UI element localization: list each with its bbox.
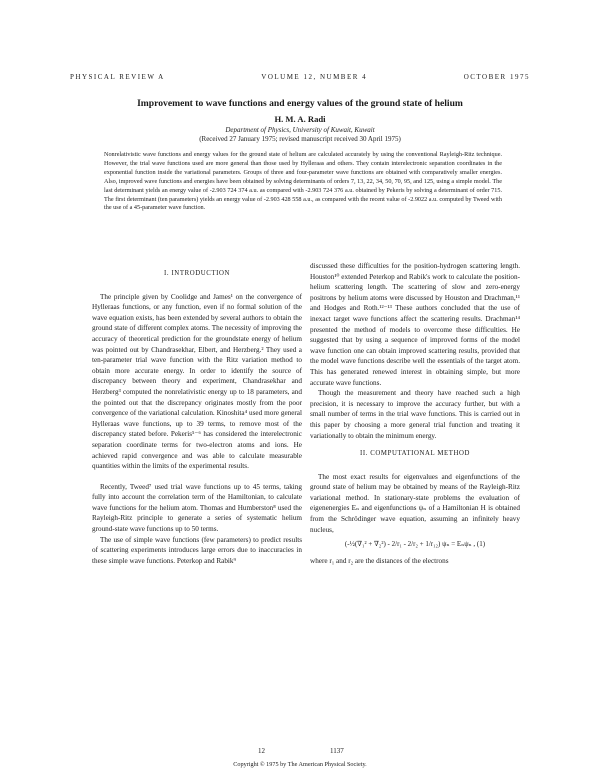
abstract: Nonrelativistic wave functions and energy values for the ground state of helium are calculated accurately by using the conventional Rayleigh-Ritz technique. However, the trial wave functions used are more general than those used by Hylleraas and others. They contain interelectronic separation coordinates in the exponential function inside the variational parameters. Groups of three and four-parameter wave functions are obtained with comparatively smaller energies. Also, improved wave functions and energies have been obtained by solving determinants of orders 7, 13, 22, 34, 50, 70, 95, and 125, using a simple model. The last determinant yields an energy value of -2.903 724 374 a.u. as compared with -2.903 724 376 a.u. obtained by Pekeris by solving a determinant of order 715. The first determinant (ten parameters) yields an energy value of -2.903 428 558 a.u., as compared with the recent value of -2.9022 a.u. computed by Tweed with the use of a 45-parameter wave function. xyxy=(104,151,502,212)
paragraph: Recently, Tweed⁷ used trial wave functions up to 45 terms, taking fully into account the correlation term of the Hamiltonian, to calculate wave functions for the helium atom. Thomas and Humberston⁸ used the Rayleigh-Ritz principle to generate a series of systematic helium ground-state wave functions up to 50 terms. xyxy=(92,482,302,534)
author-name: H. M. A. Radi xyxy=(274,114,326,124)
paragraph-gap xyxy=(92,472,302,482)
page-start: 1137 xyxy=(330,747,344,755)
paper-title: Improvement to wave functions and energy values of the ground state of helium xyxy=(137,98,463,109)
left-column xyxy=(92,261,302,566)
running-head xyxy=(70,73,530,81)
page-number: 12 xyxy=(258,747,265,755)
paragraph: discussed these difficulties for the position-hydrogen scattering length. Houston¹⁰ extended Peterkop and Rabik's work to calculate the position-helium scattering length. The scattering of slow and zero-energy positrons by helium atoms were discussed by Houston and Drachman,¹¹ and Hodges and Roth.¹²⁻¹³ These authors concluded that the use of inexact target wave functions affect the scattering results. Drachman¹⁴ presented the method of models to overcome these difficulties. He suggested that by using a sequence of improved forms of the model wave function one can obtain improved scattering results, provided that the model wave functions describe well the essentials of the target atom. This has generated renewed interest in obtaining simple, but more accurate wave functions. xyxy=(310,262,520,387)
paragraph: The use of simple wave functions (few parameters) to predict results of scattering experiments introduces large errors due to inaccuracies in these simple wave functions. Peterkop and Rabik⁹ xyxy=(92,535,302,565)
received-date: (Received 27 January 1975; revised manuscript received 30 April 1975) xyxy=(199,135,401,143)
paragraph: where r₁ and r₂ are the distances of the electrons xyxy=(310,556,449,565)
copyright-notice: Copyright © 1975 by The American Physical Society. xyxy=(233,761,367,768)
section-heading-method: II. COMPUTATIONAL METHOD xyxy=(359,450,471,458)
equation-1: (-½(∇₁² + ∇₂²) - 2/r₁ - 2/r₂ + 1/r₁₂) ψₙ = Eₙψₙ , (1) xyxy=(344,540,486,549)
paragraph: Though the measurement and theory have reached such a high precision, it is necessary to improve the accuracy further, but with a small number of terms in the trial wave functions. This is carried out in this paper by choosing a more general trial function and treating it variationally to obtain the minimum energy. xyxy=(310,389,520,440)
volume-number: VOLUME 12, NUMBER 4 xyxy=(261,73,368,81)
section-heading-introduction: I. INTRODUCTION xyxy=(163,270,230,277)
affiliation: Department of Physics, University of Kuwait, Kuwait xyxy=(225,126,375,134)
paragraph: The principle given by Coolidge and James¹ on the convergence of Hylleraas functions, or any function, even if no formal solution of the wave equation exists, has been extended by several authors to obtain the ground state of different complex atoms. The necessity of improving the accuracy of theoretical prediction for the groundstate energy of helium was pointed out by Chandrasekhar, Elbert, and Herzberg.² They used a ten-parameter trial wave function with the Ritz variation method to obtain more accurate energy. In order to identify the source of discrepancy between theory and experiment, Chandrasekhar and Herzberg³ computed the nonrelativistic energy up to 18 parameters, and the pointed out that the discrepancy originates mostly from the poor convergence of the variational calculation. Kinoshita⁴ used more general Hylleraas wave functions, up to 39 terms, to remove most of the discrepancy stated before. Pekeris⁵⁻⁶ has considered the interelectronic separation coordinate terms for two-electron atoms and ions. He achieved rapid convergence and was able to calculate measurable quantities within the limits of the experimental results. xyxy=(92,292,302,471)
issue-date: OCTOBER 1975 xyxy=(463,73,530,81)
paragraph: The most exact results for eigenvalues and eigenfunctions of the ground state of helium may be obtained by means of the Rayleigh-Ritz variational method. In stationary-state problems the evaluation of eigenenergies Eₙ and eigenfunctions ψₙ of a Hamiltonian H is obtained from the Schrödinger wave equation, assuming an infinitely heavy nucleus, xyxy=(310,472,520,534)
right-column xyxy=(310,261,520,566)
journal-name: PHYSICAL REVIEW A xyxy=(70,73,165,81)
